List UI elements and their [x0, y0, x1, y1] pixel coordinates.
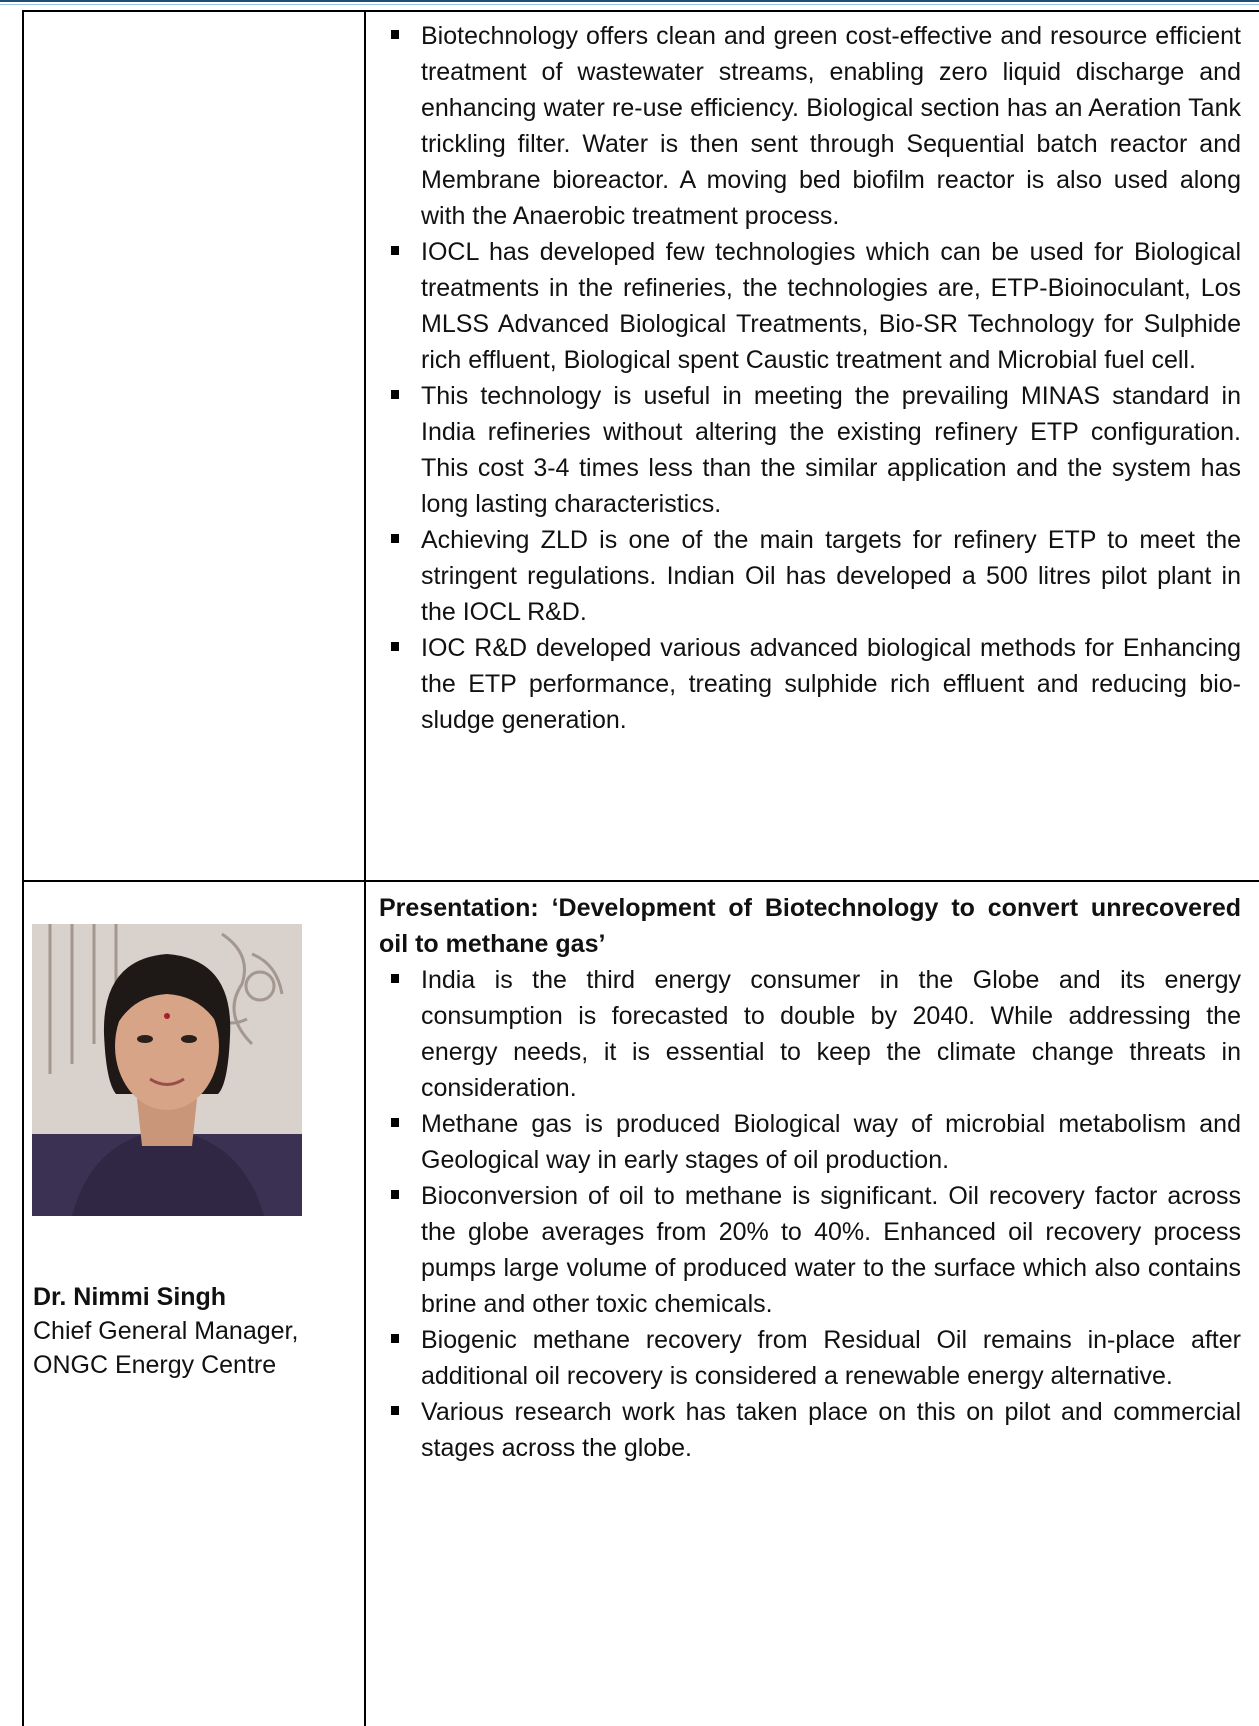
bullet-text: This technology is useful in meeting the prevailing MINAS standard in India refineries without altering the existing refinery ETP configuration. This cost 3-4 times less than the similar application and the system has long lasting characteristics.	[421, 382, 1241, 518]
table-row	[23, 881, 1259, 1726]
speaker-role: Chief General Manager,	[33, 1317, 299, 1345]
presentation-title: Presentation: ‘Development of Biotechnology to convert unrecovered oil to methane gas’	[379, 894, 1241, 958]
square-bullet-icon	[391, 1334, 399, 1343]
presentation-cell	[365, 881, 1259, 1726]
bullet-text: Methane gas is produced Biological way of microbial metabolism and Geological way in early stages of oil production.	[421, 1110, 1241, 1174]
square-bullet-icon	[391, 974, 399, 983]
bullet-text: India is the third energy consumer in the Globe and its energy consumption is forecasted to double by 2040. While addressing the energy needs, it is essential to keep the climate change threats in consideration.	[421, 966, 1241, 1102]
list-item	[379, 1322, 1241, 1394]
bullet-text: Various research work has taken place on this on pilot and commercial stages across the globe.	[421, 1398, 1241, 1462]
presentation-bullet-list	[379, 962, 1241, 1466]
speaker-photo	[32, 924, 302, 1216]
header-rule	[0, 0, 1259, 2]
summary-cell	[365, 11, 1259, 881]
list-item	[379, 1106, 1241, 1178]
table-row	[23, 11, 1259, 881]
bullet-text: Achieving ZLD is one of the main targets for refinery ETP to meet the stringent regulations. Indian Oil has developed a 500 litres pilot plant in the IOCL R&D.	[421, 526, 1241, 626]
bullet-text: Biogenic methane recovery from Residual Oil remains in-place after additional oil recovery is considered a renewable energy alternative.	[421, 1326, 1241, 1390]
list-item	[379, 1394, 1241, 1466]
speaker-name: Dr. Nimmi Singh	[33, 1283, 227, 1311]
header-rule-thin	[0, 4, 1259, 5]
list-item	[379, 522, 1241, 630]
list-item	[379, 962, 1241, 1106]
square-bullet-icon	[391, 246, 399, 255]
square-bullet-icon	[391, 1118, 399, 1127]
bullet-text: IOC R&D developed various advanced biological methods for Enhancing the ETP performance, treating sulphide rich effluent and reducing bio-sludge generation.	[421, 634, 1241, 734]
square-bullet-icon	[391, 30, 399, 39]
list-item	[379, 1178, 1241, 1322]
square-bullet-icon	[391, 534, 399, 543]
bullet-text: IOCL has developed few technologies which can be used for Biological treatments in the refineries, the technologies are, ETP-Bioinoculant, Los MLSS Advanced Biological Treatments, Bio-SR Technology for Sulphide rich effluent, Biological spent Caustic treatment and Microbial fuel cell.	[421, 238, 1241, 374]
summary-bullet-list	[379, 18, 1241, 738]
square-bullet-icon	[391, 1190, 399, 1199]
speaker-organization: ONGC Energy Centre	[33, 1351, 277, 1379]
speaker-table	[22, 10, 1259, 1726]
square-bullet-icon	[391, 390, 399, 399]
speaker-cell	[23, 881, 365, 1726]
bullet-text: Biotechnology offers clean and green cost-effective and resource efficient treatment of wastewater streams, enabling zero liquid discharge and enhancing water re-use efficiency. Biological section has an Aeration Tank trickling filter. Water is then sent through Sequential batch reactor and Membrane bioreactor. A moving bed biofilm reactor is also used along with the Anaerobic treatment process.	[421, 22, 1241, 230]
square-bullet-icon	[391, 642, 399, 651]
square-bullet-icon	[391, 1406, 399, 1415]
list-item	[379, 630, 1241, 738]
list-item	[379, 234, 1241, 378]
list-item	[379, 378, 1241, 522]
bullet-text: Bioconversion of oil to methane is significant. Oil recovery factor across the globe averages from 20% to 40%. Enhanced oil recovery process pumps large volume of produced water to the surface which also contains brine and other toxic chemicals.	[421, 1182, 1241, 1318]
list-item	[379, 18, 1241, 234]
speaker-cell-empty	[23, 11, 365, 881]
